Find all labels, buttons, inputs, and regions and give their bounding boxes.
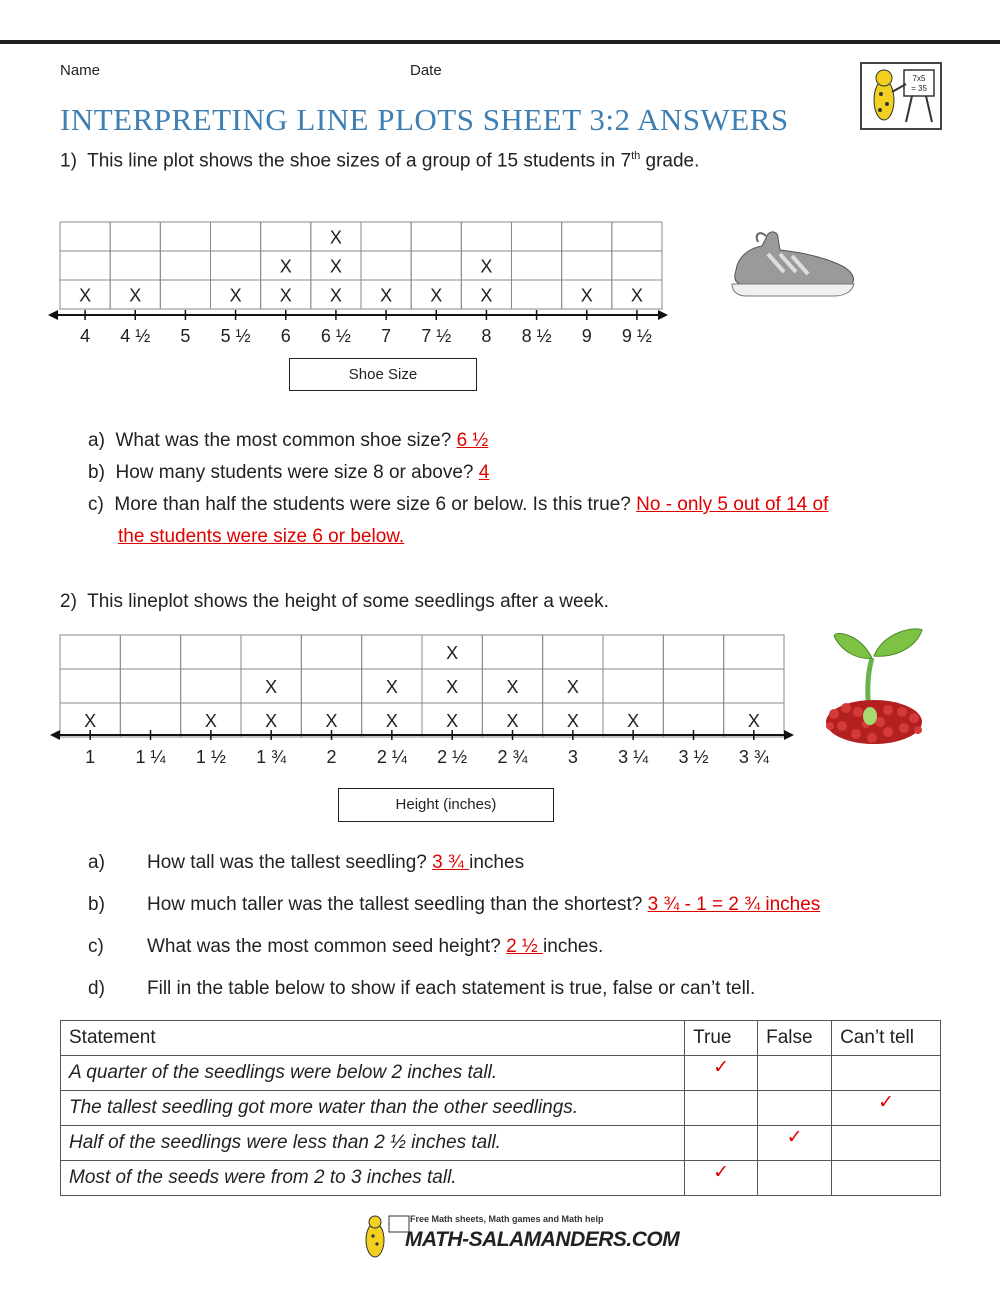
grid-cell (110, 251, 160, 280)
data-marker-x: X (480, 256, 493, 277)
tick-label: 1 ½ (195, 747, 226, 767)
data-marker-x: X (229, 285, 242, 306)
tick-label: 7 (381, 326, 392, 346)
q1-part-a (88, 430, 488, 452)
name-label: Name (60, 62, 101, 79)
tick-label: 1 ¼ (135, 747, 166, 767)
q2d-letter: d) (88, 978, 105, 999)
grid-cell (724, 669, 784, 703)
data-marker-x: X (446, 677, 459, 697)
q2a-question: How tall was the tallest seedling? (147, 852, 433, 873)
q2-number: 2) (60, 591, 77, 612)
grid-cell (60, 251, 110, 280)
data-marker-x: X (129, 285, 142, 306)
shoe-size-axis-title: Shoe Size (289, 358, 477, 391)
footer-site[interactable]: MATH-SALAMANDERS.COM (405, 1228, 680, 1251)
grid-cell (362, 635, 422, 669)
q2b-question: How much taller was the tallest seedling than the shortest? (147, 894, 648, 915)
data-marker-x: X (329, 256, 342, 277)
q2a-suffix: inches (469, 852, 525, 873)
tick-label: 9 ½ (621, 326, 652, 346)
q1a-question: What was the most common shoe size? (115, 430, 457, 451)
svg-text:= 35: = 35 (911, 84, 927, 93)
data-marker-x: X (380, 285, 393, 306)
date-label: Date (410, 62, 442, 79)
q1b-letter: b) (88, 462, 105, 483)
tick-label: 3 ¼ (618, 747, 649, 767)
tick-label: 1 (85, 747, 96, 767)
false-cell[interactable] (758, 1161, 832, 1196)
q1-part-c-line2 (118, 526, 404, 548)
data-marker-x: X (329, 285, 342, 306)
grid-cell (110, 222, 160, 251)
data-marker-x: X (580, 285, 593, 306)
grid-cell (181, 669, 241, 703)
q2-part-b-text (147, 894, 820, 916)
cant-tell-cell[interactable] (832, 1126, 941, 1161)
grid-cell (612, 251, 662, 280)
grid-cell (512, 251, 562, 280)
tick-label: 9 (581, 326, 592, 346)
q2d-question: Fill in the table below to show if each statement is true, false or can’t tell. (147, 978, 756, 999)
grid-cell (301, 669, 361, 703)
q2c-answer: 2 ½ (506, 936, 544, 957)
table-row (61, 1056, 941, 1091)
grid-cell (512, 222, 562, 251)
grid-cell (461, 222, 511, 251)
data-marker-x: X (747, 711, 760, 731)
data-marker-x: X (265, 677, 278, 697)
grid-cell (261, 222, 311, 251)
grid-cell (60, 669, 120, 703)
data-marker-x: X (79, 285, 92, 306)
tick-label: 3 (567, 747, 578, 767)
cant-tell-cell[interactable]: ✓ (832, 1091, 941, 1126)
grid-cell (301, 635, 361, 669)
q2-part-c (88, 936, 104, 958)
grid-cell (120, 669, 180, 703)
tick-label: 6 (280, 326, 291, 346)
grid-cell (160, 280, 210, 309)
q1-number: 1) (60, 150, 77, 172)
axis-arrow-left (48, 310, 58, 320)
grid-cell (361, 251, 411, 280)
q1-prompt (60, 150, 699, 172)
grid-cell (603, 669, 663, 703)
q1c-answer-line2: the students were size 6 or below. (118, 526, 405, 547)
q1c-answer: No - only 5 out of 14 of (636, 494, 829, 515)
statement-cell: Most of the seeds were from 2 to 3 inches tall. (61, 1161, 685, 1196)
shoe-size-line-plot (40, 215, 680, 355)
salamander-logo (860, 62, 942, 130)
data-marker-x: X (385, 711, 398, 731)
grid-cell (120, 635, 180, 669)
q1-part-c (88, 494, 828, 516)
cant-tell-cell[interactable] (832, 1161, 941, 1196)
tick-label: 3 ¾ (738, 747, 769, 767)
data-marker-x: X (480, 285, 493, 306)
q2-text: This lineplot shows the height of some seedlings after a week. (87, 591, 609, 612)
table-row (61, 1161, 941, 1196)
axis-arrow-right (658, 310, 668, 320)
tick-label: 2 ¼ (376, 747, 407, 767)
shoe-image (728, 228, 858, 305)
tick-label: 2 ½ (437, 747, 468, 767)
tick-label: 5 ½ (220, 326, 251, 346)
grid-cell (160, 222, 210, 251)
q2c-question: What was the most common seed height? (147, 936, 507, 957)
q2-part-a-text (147, 852, 524, 874)
tick-label: 4 ½ (120, 326, 151, 346)
grid-cell (724, 635, 784, 669)
false-cell[interactable]: ✓ (758, 1126, 832, 1161)
grid-cell (361, 222, 411, 251)
q1-text-after: grade. (640, 150, 700, 172)
svg-text:7x5: 7x5 (912, 74, 926, 83)
header-statement: Statement (61, 1021, 685, 1056)
q2a-letter: a) (88, 852, 105, 873)
table-row (61, 1091, 941, 1126)
grid-cell (60, 635, 120, 669)
statement-cell: Half of the seedlings were less than 2 ½ inches tall. (61, 1126, 685, 1161)
tick-label: 2 (326, 747, 337, 767)
tick-label: 4 (80, 326, 91, 346)
data-marker-x: X (566, 677, 579, 697)
grid-cell (562, 251, 612, 280)
true-cell[interactable]: ✓ (685, 1161, 758, 1196)
false-cell[interactable] (758, 1056, 832, 1091)
header-false: False (758, 1021, 832, 1056)
tick-label: 3 ½ (678, 747, 709, 767)
tick-label: 8 ½ (521, 326, 552, 346)
statement-cell: A quarter of the seedlings were below 2 inches tall. (61, 1056, 685, 1091)
q2-prompt (60, 591, 609, 613)
data-marker-x: X (204, 711, 217, 731)
footer-logo[interactable] (355, 1212, 680, 1262)
data-marker-x: X (430, 285, 443, 306)
cant-tell-cell[interactable] (832, 1056, 941, 1091)
grid-cell (543, 635, 603, 669)
data-marker-x: X (325, 711, 338, 731)
data-marker-x: X (84, 711, 97, 731)
tick-label: 1 ¾ (256, 747, 287, 767)
q1c-letter: c) (88, 494, 104, 515)
data-marker-x: X (279, 285, 292, 306)
q2b-letter: b) (88, 894, 105, 915)
data-marker-x: X (385, 677, 398, 697)
height-axis-title: Height (inches) (338, 788, 554, 822)
q1b-answer: 4 (478, 462, 490, 483)
q2-part-c-text (147, 936, 603, 958)
grid-cell (663, 669, 723, 703)
statement-cell: The tallest seedling got more water than the other seedlings. (61, 1091, 685, 1126)
data-marker-x: X (446, 711, 459, 731)
grid-cell (482, 635, 542, 669)
tick-label: 6 ½ (320, 326, 351, 346)
grid-cell (603, 635, 663, 669)
grid-cell (663, 635, 723, 669)
q2b-answer: 3 ¾ - 1 = 2 ¾ inches (647, 894, 821, 915)
grid-cell (241, 635, 301, 669)
table-header-row (61, 1021, 941, 1056)
page-title: INTERPRETING LINE PLOTS SHEET 3:2 ANSWERS (60, 102, 789, 137)
axis-arrow-right (784, 730, 794, 740)
q2-part-a (88, 852, 105, 874)
seedling-height-line-plot (50, 630, 800, 780)
data-marker-x: X (329, 227, 342, 248)
q1a-letter: a) (88, 430, 105, 451)
true-cell[interactable]: ✓ (685, 1056, 758, 1091)
q1c-question: More than half the students were size 6 or below. Is this true? (114, 494, 637, 515)
table-row (61, 1126, 941, 1161)
data-marker-x: X (279, 256, 292, 277)
statement-table (60, 1020, 941, 1196)
data-marker-x: X (566, 711, 579, 731)
data-marker-x: X (506, 711, 519, 731)
axis-arrow-left (50, 730, 60, 740)
false-cell[interactable] (758, 1091, 832, 1126)
q1-superscript: th (631, 150, 641, 162)
grid-cell (411, 222, 461, 251)
tick-label: 2 ¾ (497, 747, 528, 767)
tick-label: 8 (481, 326, 492, 346)
q2-part-d (88, 978, 105, 1000)
q1-text: This line plot shows the shoe sizes of a group of 15 students in 7 (87, 150, 632, 172)
grid-cell (60, 222, 110, 251)
q2-part-b (88, 894, 105, 916)
q2a-answer: 3 ¾ (432, 852, 470, 873)
seedling-image (822, 622, 928, 755)
q2c-letter: c) (88, 936, 104, 957)
grid-cell (181, 635, 241, 669)
q1b-question: How many students were size 8 or above? (115, 462, 479, 483)
footer-tagline: Free Math sheets, Math games and Math help (410, 1214, 604, 1224)
q2-part-d-text (147, 978, 755, 1000)
header-cant-tell: Can’t tell (832, 1021, 941, 1056)
tick-label: 7 ½ (421, 326, 452, 346)
grid-cell (211, 251, 261, 280)
tick-label: 5 (180, 326, 191, 346)
grid-cell (411, 251, 461, 280)
data-marker-x: X (265, 711, 278, 731)
true-cell[interactable] (685, 1091, 758, 1126)
data-marker-x: X (627, 711, 640, 731)
grid-cell (160, 251, 210, 280)
data-marker-x: X (630, 285, 643, 306)
data-marker-x: X (446, 643, 459, 663)
grid-cell (562, 222, 612, 251)
q1-part-b (88, 462, 489, 484)
q1a-answer: 6 ½ (456, 430, 489, 451)
header-true: True (685, 1021, 758, 1056)
grid-cell (612, 222, 662, 251)
top-rule (0, 40, 1000, 44)
q2c-suffix: inches. (543, 936, 604, 957)
true-cell[interactable] (685, 1126, 758, 1161)
grid-cell (211, 222, 261, 251)
data-marker-x: X (506, 677, 519, 697)
grid-cell (512, 280, 562, 309)
